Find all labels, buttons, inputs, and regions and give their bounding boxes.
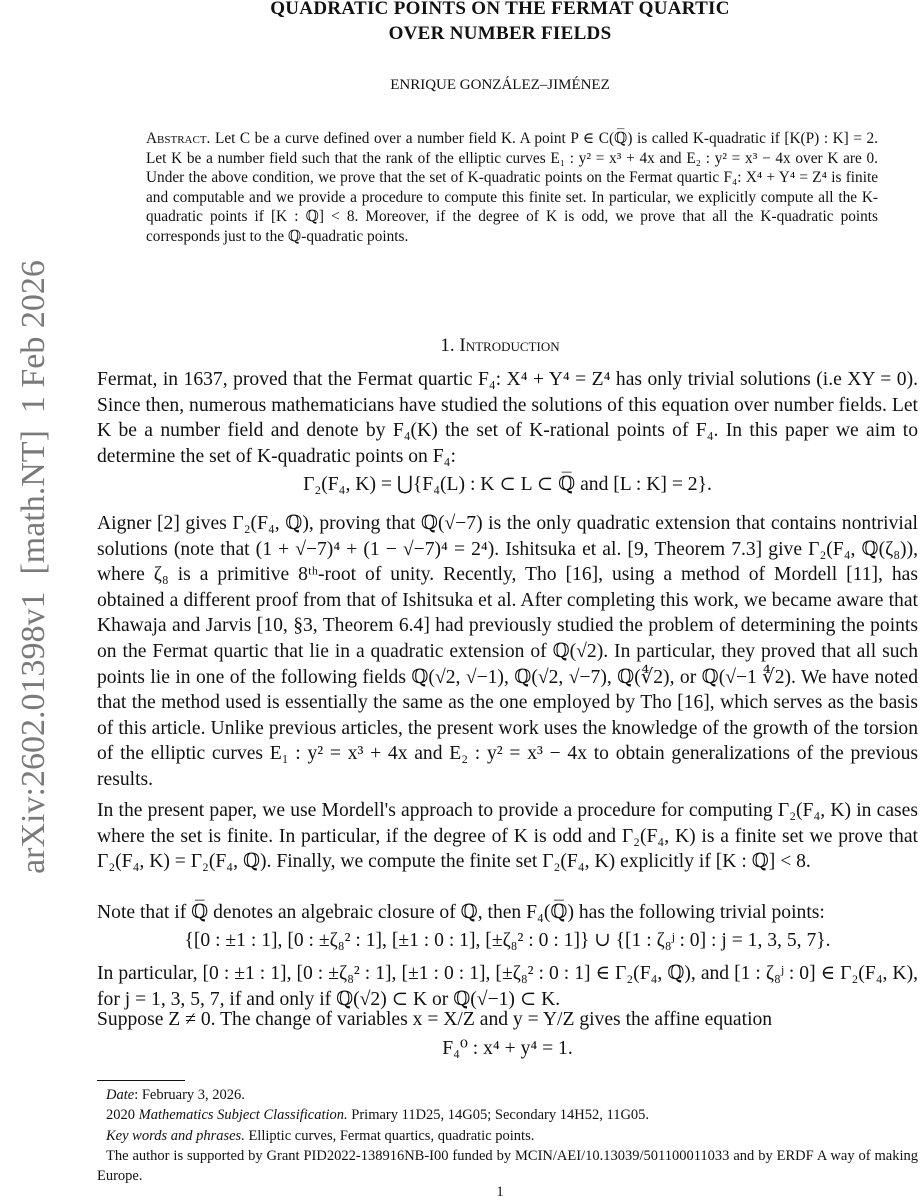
equation-affine: F₄⁰ : x⁴ + y⁴ = 1. [442,1038,573,1059]
footnote-rule [97,1080,185,1081]
abstract [146,129,878,247]
paragraph-3: In the present paper, we use Mordell's approach to provide a procedure for computing Γ₂(F₄, K) in cases where the set is finite. In particular, if the degree of K is odd and Γ₂(F₄, K) is a finite set we prove that Γ₂(F₄, K) = Γ₂(F₄, ℚ). Finally, we compute the finite set Γ₂(F₄, K) explicitly if [K : ℚ] < 8. [97,800,918,873]
date-label: Date [106,1087,135,1103]
keywords-value: Elliptic curves, Fermat quartics, quadratic points. [248,1127,535,1144]
abstract-label: Abstract. [146,130,211,147]
page-number: 1 [496,1184,504,1200]
section-heading: 1. Introduction [440,335,560,356]
equation-gamma2: Γ₂(F₄, K) = ⋃{F₄(L) : K ⊂ L ⊂ ℚ̅ and [L : K] = 2}. [303,474,712,495]
date-value: : February 3, 2026. [134,1087,245,1103]
equation-trivial-points: {[0 : ±1 : 1], [0 : ±ζ₈² : 1], [±1 : 0 : 1], [±ζ₈² : 0 : 1]} ∪ {[1 : ζ₈ʲ : 0] : j = 1, 3, 5, 7}. [184,930,831,951]
title-line-1: QUADRATIC POINTS ON THE FERMAT QUARTIC [270,0,730,19]
paragraph-1: Fermat, in 1637, proved that the Fermat quartic F₄: X⁴ + Y⁴ = Z⁴ has only trivial solutions (i.e XY = 0). Since then, numerous mathematicians have studied the solutions of this equation over number fields. Let K be a number field and denote by F₄(K) the set of K-rational points of F₄. In this paper we aim to determine the set of K-quadratic points on F₄: [97,369,918,467]
footnote-keywords [97,1126,918,1146]
paragraph-4: Note that if ℚ̅ denotes an algebraic closure of ℚ, then F₄(ℚ̅) has the following trivial points: [97,902,825,923]
keywords-label: Key words and phrases. [106,1127,245,1144]
footnote-support: The author is supported by Grant PID2022-138916NB-I00 funded by MCIN/AEI/10.13039/501100011033 and by ERDF A way of making Europe. [97,1147,918,1185]
paper-title [0,0,921,46]
abstract-text: Let C be a curve defined over a number field K. A point P ∈ C(ℚ̅) is called K-quadratic if [K(P) : K] = 2. Let K be a number field such that the rank of the elliptic curves E₁ : y² = x³ + 4x and E₂ : y² = x³ − 4x over K are 0. Under the above condition, we prove that the set of K-quadratic points on the Fermat quartic F₄: X⁴ + Y⁴ = Z⁴ is finite and computable and we provide a procedure to compute this finite set. In particular, we explicitly compute all the K-quadratic points if [K : ℚ] < 8. Moreover, if the degree of K is odd, we prove that all the K-quadratic points corresponds just to the ℚ-quadratic points. [146,130,878,245]
arxiv-watermark: arXiv:2602.01398v1 [math.NT] 1 Feb 2026 [15,260,52,874]
author: ENRIQUE GONZÁLEZ–JIMÉNEZ [390,77,610,93]
paragraph-6: Suppose Z ≠ 0. The change of variables x = X/Z and y = Y/Z gives the affine equation [97,1009,773,1030]
footnote-date [97,1085,918,1105]
msc-label: Mathematics Subject Classification. [138,1107,348,1124]
msc-value: Primary 11D25, 14G05; Secondary 14H52, 11G05. [351,1107,650,1124]
paragraph-2: Aigner [2] gives Γ₂(F₄, ℚ), proving that ℚ(√−7) is the only quadratic extension that contains nontrivial solutions (note that (1 + √−7)⁴ + (1 − √−7)⁴ = 2⁴). Ishitsuka et al. [9, Theorem 7.3] give Γ₂(F₄, ℚ(ζ₈)), where ζ₈ is a primitive 8ᵗʰ-root of unity. Recently, Tho [16], using a method of Mordell [11], has obtained a different proof from that of Ishitsuka et al. After completing this work, we became aware that Khawaja and Jarvis [10, §3, Theorem 6.4] had previously studied the problem of determining the points on the Fermat quartic that lie in a quadratic extension of ℚ(√2). In particular, they proved that all such points lie in one of the following fields ℚ(√2, √−1), ℚ(√2, √−7), ℚ(∜2), or ℚ(√−1 ∜2). We have noted that the method used is essentially the same as the one employed by Tho [16], which serves as the basis of this article. Unlike previous articles, the present work uses the knowledge of the growth of the torsion of the elliptic curves E₁ : y² = x³ + 4x and E₂ : y² = x³ − 4x to obtain generalizations of the previous results. [97,513,918,790]
title-line-2: OVER NUMBER FIELDS [388,23,612,44]
footnote-msc [97,1105,918,1125]
paragraph-5: In particular, [0 : ±1 : 1], [0 : ±ζ₈² : 1], [±1 : 0 : 1], [±ζ₈² : 0 : 1] ∈ Γ₂(F₄, ℚ), and [1 : ζ₈ʲ : 0] ∈ Γ₂(F₄, K), for j = 1, 3, 5, 7, if and only if ℚ(√2) ⊂ K or ℚ(√−1) ⊂ K. [97,963,918,1010]
msc-year: 2020 [106,1107,135,1124]
footnotes [97,1085,918,1186]
